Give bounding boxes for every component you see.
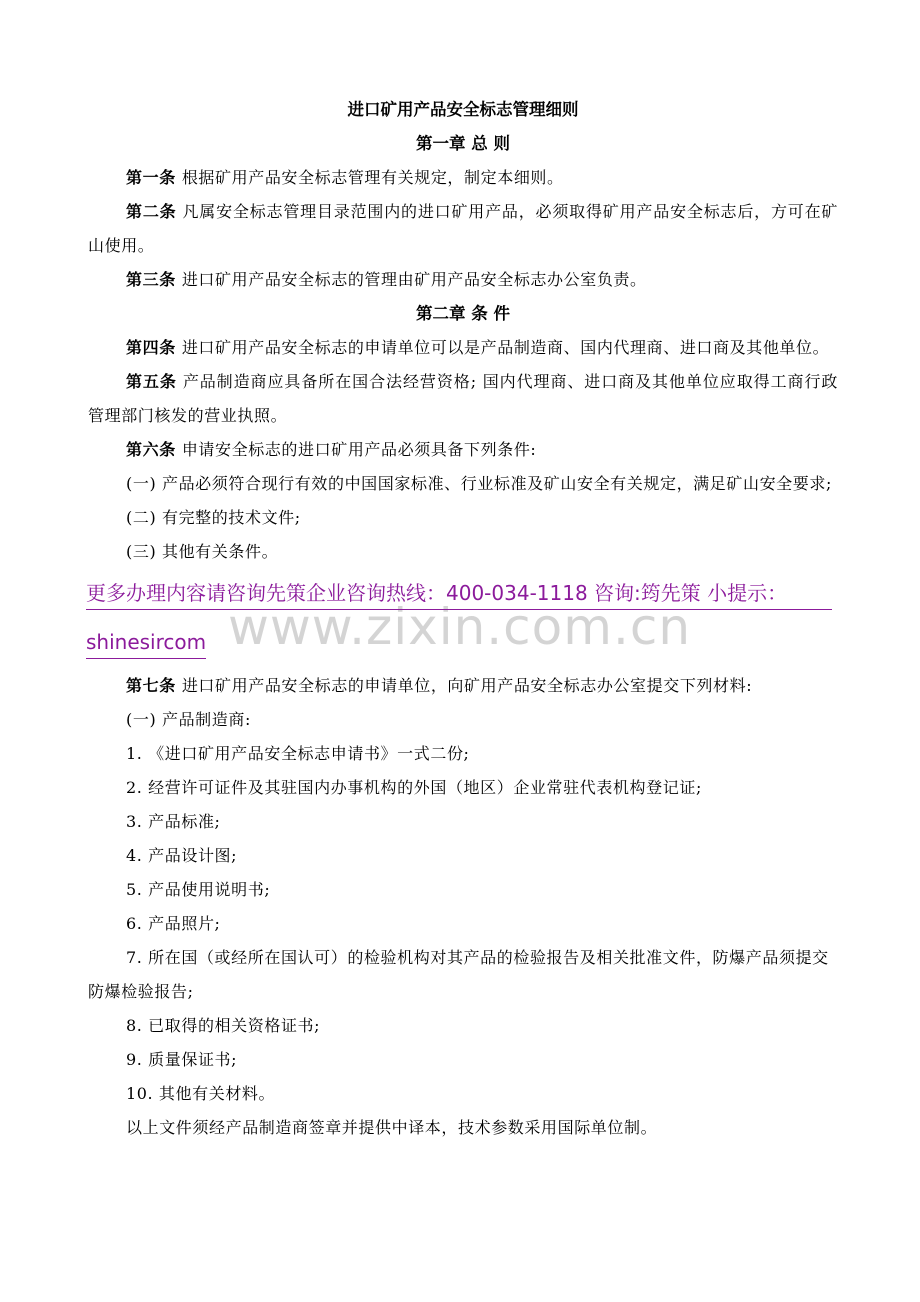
article-label: 第一条: [126, 168, 176, 187]
chapter-heading-2: 第二章 条 件: [416, 304, 510, 323]
list-item: 8. 已取得的相关资格证书;: [126, 1016, 321, 1035]
list-subheading: (一) 产品制造商:: [126, 710, 251, 729]
closing-note: 以上文件须经产品制造商签章并提供中译本，技术参数采用国际单位制。: [126, 1118, 658, 1137]
article-text: 产品制造商应具备所在国合法经营资格; 国内代理商、进口商及其他单位应取得工商行政管理部门核发的营业执照。: [88, 372, 838, 425]
article-text: 申请安全标志的进口矿用产品必须具备下列条件:: [181, 440, 537, 459]
article-text: 进口矿用产品安全标志的申请单位，向矿用产品安全标志办公室提交下列材料:: [181, 676, 753, 695]
promo-site-link[interactable]: shinesircom: [86, 630, 206, 659]
list-item: 1. 《进口矿用产品安全标志申请书》一式二份;: [126, 744, 470, 763]
article-label: 第四条: [126, 338, 176, 357]
article-label: 第七条: [126, 676, 176, 695]
article-5: [88, 365, 838, 433]
article-4: [88, 331, 838, 365]
article-text: 进口矿用产品安全标志的管理由矿用产品安全标志办公室负责。: [181, 270, 647, 289]
article-text: 凡属安全标志管理目录范围内的进口矿用产品，必须取得矿用产品安全标志后，方可在矿山使用。: [88, 202, 838, 255]
list-item: 7. 所在国（或经所在国认可）的检验机构对其产品的检验报告及相关批准文件，防爆产品须提交防爆检验报告;: [88, 948, 829, 1001]
promo-hotline-link[interactable]: 更多办理内容请咨询先策企业咨询热线：400-034-1118 咨询:筠先策 小提示：: [86, 581, 832, 610]
article-label: 第六条: [126, 440, 176, 459]
list-item: 10. 其他有关材料。: [126, 1084, 276, 1103]
promo-banner[interactable]: [86, 581, 838, 659]
list-item: 6. 产品照片;: [126, 914, 221, 933]
article-1: [88, 161, 838, 195]
list-item: (三) 其他有关条件。: [126, 542, 279, 561]
list-item: (二) 有完整的技术文件;: [126, 508, 301, 527]
watermark: www.zixin.com.cn: [228, 598, 692, 656]
article-6: [88, 433, 838, 467]
article-label: 第二条: [126, 202, 177, 221]
article-2: [88, 195, 838, 263]
list-item: 4. 产品设计图;: [126, 846, 238, 865]
article-text: 进口矿用产品安全标志的申请单位可以是产品制造商、国内代理商、进口商及其他单位。: [181, 338, 830, 357]
document-content: [88, 93, 838, 1145]
document-title: 进口矿用产品安全标志管理细则: [347, 100, 579, 119]
article-7: [88, 669, 838, 703]
list-item: 2. 经营许可证件及其驻国内办事机构的外国（地区）企业常驻代表机构登记证;: [126, 778, 702, 797]
list-item: (一) 产品必须符合现行有效的中国国家标准、行业标准及矿山安全有关规定，满足矿山安全要求;: [126, 474, 832, 493]
article-label: 第五条: [126, 372, 177, 391]
article-label: 第三条: [126, 270, 176, 289]
list-item: 3. 产品标准;: [126, 812, 221, 831]
article-text: 根据矿用产品安全标志管理有关规定，制定本细则。: [181, 168, 564, 187]
chapter-heading-1: 第一章 总 则: [416, 134, 510, 153]
list-item: 5. 产品使用说明书;: [126, 880, 271, 899]
list-item: 9. 质量保证书;: [126, 1050, 238, 1069]
article-3: [88, 263, 838, 297]
